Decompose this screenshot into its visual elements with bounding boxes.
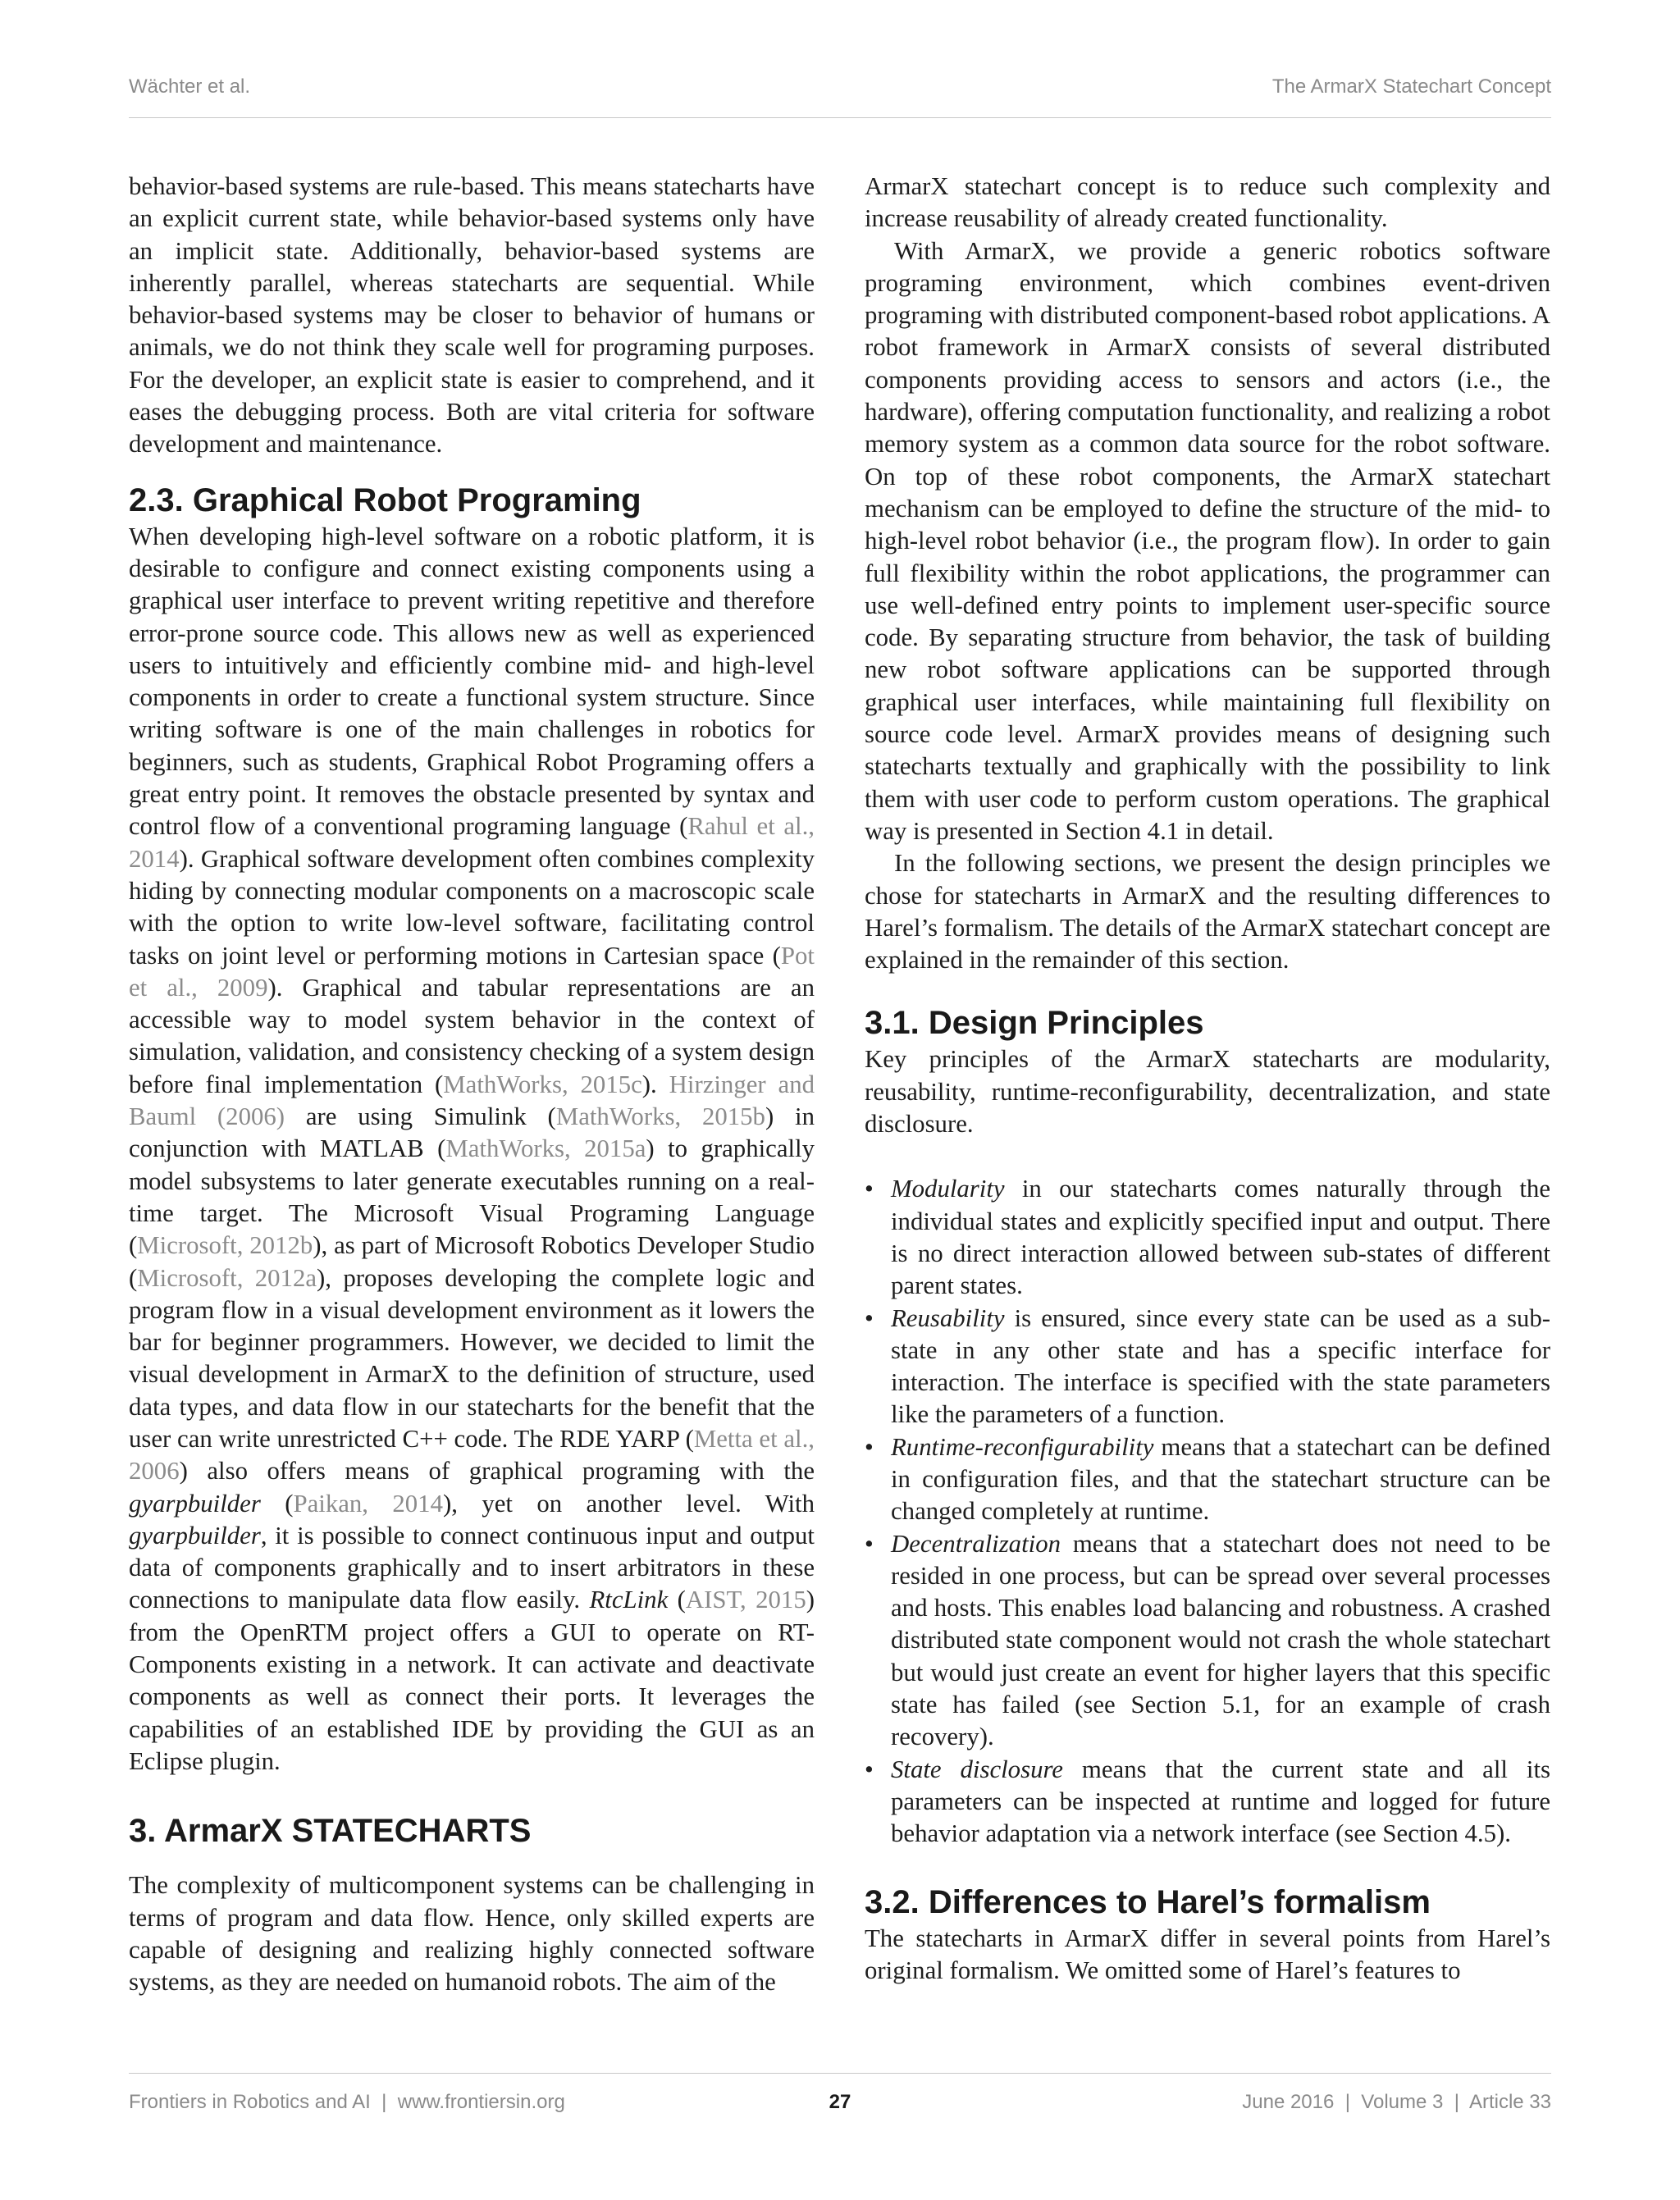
- paragraph-intro: behavior-based systems are rule-based. This means statecharts have an explicit current state, while behavior-based systems only have an implicit state. Additionally, behavior-based systems are inherently parallel, whereas statecharts are sequential. While behavior-based systems may be closer to behavior of humans or animals, we do not think they scale well for programing purposes. For the developer, an explicit state is easier to comprehend, and it eases the debugging process. Both are vital criteria for software development and maintenance.: [129, 172, 815, 459]
- left-column: [129, 171, 815, 1998]
- paragraph-armarx-environment: With ArmarX, we provide a generic robotics software programing environment, which combines event-driven programing with distributed component-based robot applications. A robot framework in ArmarX consists of several distributed components providing access to sensors and actors (i.e., the hardware), offering computation functionality, and realizing a robot memory system as a common data source for the robot software. On top of these robot components, the ArmarX statechart mechanism can be employed to define the structure of the mid- to high-level robot behavior (i.e., the program flow). In order to gain full flexibility within the robot applications, the programmer can use well-defined entry points to implement user-specific source code. By separating structure from behavior, the task of building new robot software applications can be supported through graphical user interfaces, while maintaining full flexibility on source code level. ArmarX provides means of designing such statecharts textually and graphically with the possibility to link them with user code to perform custom operations. The graphical way is presented in Section 4.1 in detail.: [865, 236, 1550, 845]
- section-heading-3: 3. ArmarX STATECHARTS: [129, 1813, 532, 1850]
- paragraph-continuation: ArmarX statechart concept is to reduce such complexity and increase reusability of already created functionality.: [865, 172, 1550, 233]
- header-divider: [129, 117, 1551, 118]
- paragraph-graphical-programing: When developing high-level software on a robotic platform, it is desirable to configure and connect existing components using a graphical user interface to prevent writing repetitive and therefore error-prone source code. This allows new as well as experienced users to intuitively and efficiently combine mid- and high-level components in order to create a functional system structure. Since writing software is one of the main challenges in robotics for beginners, such as students, Graphical Robot Programing offers a great entry point. It removes the obstacle presented by syntax and control flow of a conventional programing language (Rahul et al., 2014). Graphical software development often combines complexity hiding by connecting modular components on a macroscopic scale with the option to write low-level software, facilitating control tasks on joint level or performing motions in Cartesian space (Pot et al., 2009). Graphical and tabular representations are an accessible way to model system behavior in the context of simulation, validation, and consistency checking of a system design before final implementation (MathWorks, 2015c). Hirzinger and Bauml (2006) are using Simulink (MathWorks, 2015b) in conjunction with MATLAB (MathWorks, 2015a) to graphically model subsystems to later generate executables running on a real-time target. The Microsoft Visual Programing Language (Microsoft, 2012b), as part of Microsoft Robotics Developer Studio (Microsoft, 2012a), proposes developing the complete logic and program flow in a visual development environment as it lowers the bar for beginner programmers. However, we decided to limit the visual development in ArmarX to the definition of structure, used data types, and data flow in our statecharts for the benefit that the user can write unrestricted C++ code. The RDE YARP (Metta et al., 2006) also offers means of graphical programing with the gyarpbuilder (Paikan, 2014), yet on another level. With gyarpbuilder, it is possible to connect continuous input and output data of components graphically and to insert arbitrators in these connections to manipulate data flow easily. RtcLink (AIST, 2015) from the OpenRTM project offers a GUI to operate on RT-Components existing in a network. It can activate and deactivate components as well as connect their ports. It leverages the capabilities of an established IDE by providing the GUI as an Eclipse plugin.: [129, 522, 815, 1775]
- paragraph-following-sections: In the following sections, we present the design principles we chose for statecharts in ArmarX and the resulting differences to Harel’s formalism. The details of the ArmarX statechart concept are explained in the remainder of this section.: [865, 849, 1550, 974]
- header-title: The ArmarX Statechart Concept: [1271, 75, 1551, 98]
- principles-list: [865, 1173, 1550, 1850]
- paragraph-design-principles: Key principles of the ArmarX statecharts are modularity, reusability, runtime-reconfigurability, decentralization, and state disclosure.: [865, 1045, 1550, 1139]
- citation-link[interactable]: MathWorks, 2015a: [445, 1134, 646, 1163]
- section-heading-2-3: 2.3. Graphical Robot Programing: [129, 482, 641, 518]
- list-item: • Decentralization means that a statechart does not need to be resided in one process, but can be spread over several processes and hosts. This enables load balancing and robustness. A crashed distributed state component would not crash the whole statechart but would just create an event for higher layers that this specific state has failed (see Section 5.1, for an example of crash recovery).: [865, 1528, 1550, 1754]
- citation-link[interactable]: Pot et al., 2009: [129, 941, 815, 1002]
- citation-link[interactable]: Hirzinger and Bauml (2006): [129, 1070, 815, 1131]
- citation-link[interactable]: Rahul et al., 2014: [129, 812, 815, 873]
- citation-link[interactable]: Microsoft, 2012a: [137, 1263, 317, 1292]
- list-item: • Modularity in our statecharts comes naturally through the individual states and explicitly specified input and output. There is no direct interaction allowed between sub-states of different parent states.: [865, 1173, 1550, 1302]
- list-item: • Runtime-reconfigurability means that a statechart can be defined in configuration files, and that the statechart structure can be changed completely at runtime.: [865, 1431, 1550, 1528]
- running-header: [129, 75, 1551, 98]
- page-number: 27: [829, 2091, 851, 2113]
- header-authors: Wächter et al.: [129, 75, 251, 98]
- footer-issue: June 2016 | Volume 3 | Article 33: [1242, 2091, 1551, 2113]
- section-heading-3-2: 3.2. Differences to Harel’s formalism: [865, 1883, 1431, 1920]
- footer-divider: [129, 2073, 1551, 2074]
- list-item: • State disclosure means that the current state and all its parameters can be inspected at runtime and logged for future behavior adaptation via a network interface (see Section 4.5).: [865, 1754, 1550, 1851]
- citation-link[interactable]: Paikan, 2014: [293, 1489, 443, 1518]
- paragraph-statecharts-intro: The complexity of multicomponent systems can be challenging in terms of program and data flow. Hence, only skilled experts are capable of designing and realizing highly connected software systems, as they are needed on humanoid robots. The aim of the: [129, 1871, 815, 1997]
- citation-link[interactable]: AIST, 2015: [685, 1586, 806, 1614]
- citation-link[interactable]: Microsoft, 2012b: [137, 1231, 313, 1260]
- citation-link[interactable]: MathWorks, 2015c: [443, 1070, 642, 1098]
- citation-link[interactable]: MathWorks, 2015b: [555, 1102, 765, 1131]
- list-item: • Reusability is ensured, since every state can be used as a sub-state in any other state and has a specific interface for interaction. The interface is specified with the state parameters like the parameters of a function.: [865, 1303, 1550, 1431]
- footer-journal: Frontiers in Robotics and AI | www.frontiersin.org: [129, 2091, 565, 2113]
- paragraph-differences: The statecharts in ArmarX differ in several points from Harel’s original formalism. We omitted some of Harel’s features to: [865, 1924, 1550, 1984]
- citation-link[interactable]: Metta et al., 2006: [129, 1424, 815, 1486]
- section-heading-3-1: 3.1. Design Principles: [865, 1005, 1204, 1042]
- right-column: [865, 171, 1550, 1987]
- journal-url-link[interactable]: www.frontiersin.org: [397, 2091, 565, 2113]
